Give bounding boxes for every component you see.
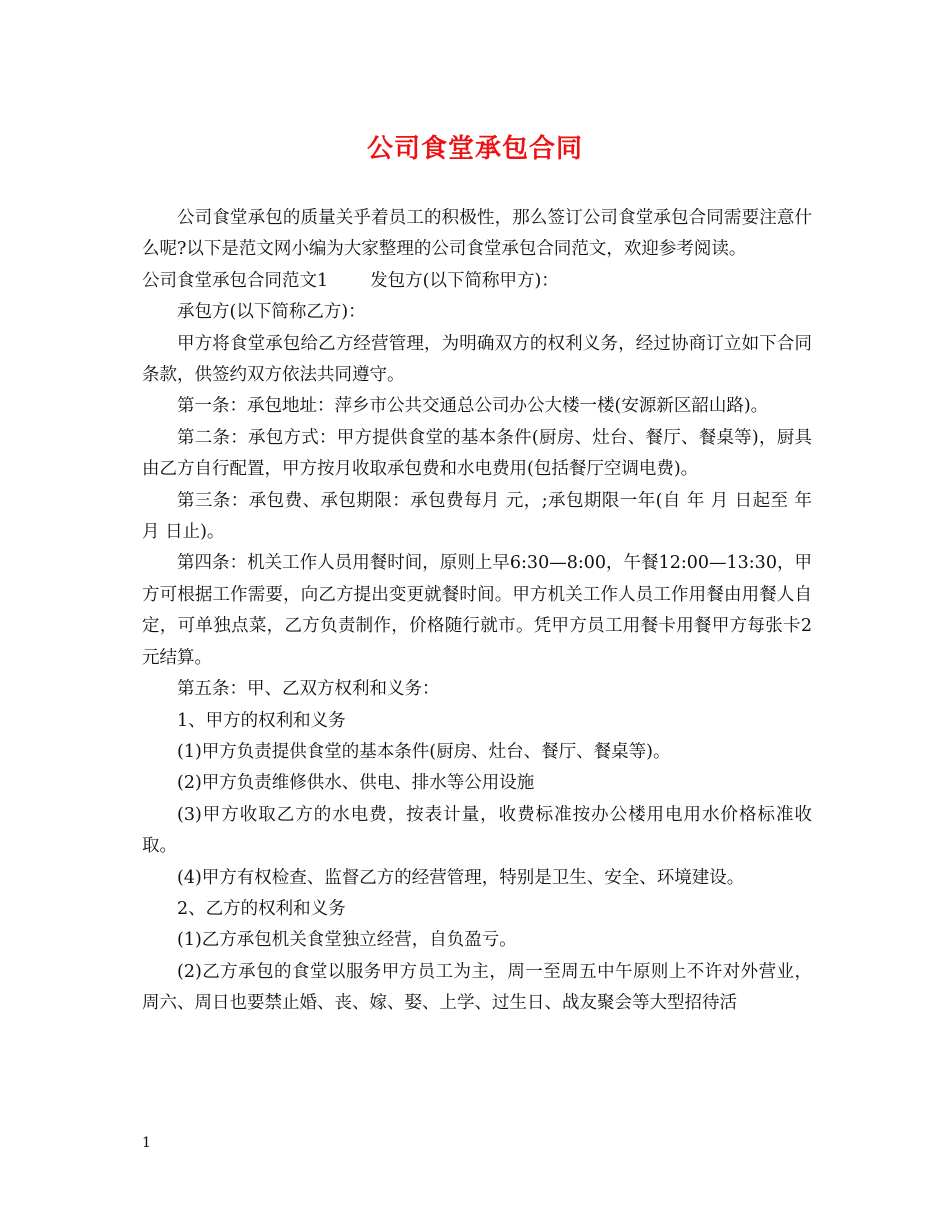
section-1-item-1: (1)甲方负责提供食堂的基本条件(厨房、灶台、餐厅、餐桌等)。 bbox=[177, 741, 671, 762]
party-b-label: 承包方(以下简称乙方)： bbox=[177, 302, 366, 323]
section-2-item-1: (1)乙方承包机关食堂独立经营，自负盈亏。 bbox=[177, 930, 517, 951]
sample-heading: 公司食堂承包合同范文1 bbox=[142, 270, 329, 291]
section-1-item-2: (2)甲方负责维修供水、供电、排水等公用设施 bbox=[177, 773, 535, 794]
article-1: 第一条：承包地址：萍乡市公共交通总公司办公大楼一楼(安源新区韶山路)。 bbox=[177, 396, 769, 417]
section-1-item-3: (3)甲方收取乙方的水电费，按表计量，收费标准按办公楼用电用水价格标准收取。 bbox=[142, 804, 812, 857]
preamble-paragraph: 甲方将食堂承包给乙方经营管理，为明确双方的权利义务，经过协商订立如下合同条款，供签约双方依法共同遵守。 bbox=[142, 333, 812, 386]
sample-heading-line bbox=[142, 266, 812, 297]
article-5: 第五条：甲、乙双方权利和义务： bbox=[177, 679, 440, 700]
article-4: 第四条：机关工作人员用餐时间，原则上早6:30—8:00，午餐12:00—13:30，甲方可根据工作需要，向乙方提出变更就餐时间。甲方机关工作人员工作用餐由用餐人自定，可单独点菜，乙方负责制作，价格随行就市。凭甲方员工用餐卡用餐甲方每张卡2元结算。 bbox=[142, 553, 812, 668]
intro-paragraph: 公司食堂承包的质量关乎着员工的积极性，那么签订公司食堂承包合同需要注意什么呢?以下是范文网小编为大家整理的公司食堂承包合同范文，欢迎参考阅读。 bbox=[142, 208, 812, 260]
article-3: 第三条：承包费、承包期限：承包费每月 元，;承包期限一年(自 年 月 日起至 年 月 日止)。 bbox=[142, 490, 812, 543]
section-2-heading: 2、乙方的权利和义务 bbox=[177, 898, 346, 919]
page-number: 1 bbox=[142, 1135, 151, 1151]
document-body bbox=[142, 203, 812, 1020]
document-title: 公司食堂承包合同 bbox=[366, 134, 583, 164]
section-1-item-4: (4)甲方有权检查、监督乙方的经营管理，特别是卫生、安全、环境建设。 bbox=[177, 867, 745, 888]
section-2-item-2: (2)乙方承包的食堂以服务甲方员工为主，周一至周五中午原则上不许对外营业，周六、周日也要禁止婚、丧、嫁、娶、上学、过生日、战友聚会等大型招待活 bbox=[142, 961, 812, 1014]
party-a-label: 发包方(以下简称甲方)： bbox=[370, 270, 559, 291]
section-1-heading: 1、甲方的权利和义务 bbox=[177, 710, 346, 731]
article-2: 第二条：承包方式：甲方提供食堂的基本条件(厨房、灶台、餐厅、餐桌等)，厨具由乙方自行配置，甲方按月收取承包费和水电费用(包括餐厅空调电费)。 bbox=[142, 427, 812, 480]
